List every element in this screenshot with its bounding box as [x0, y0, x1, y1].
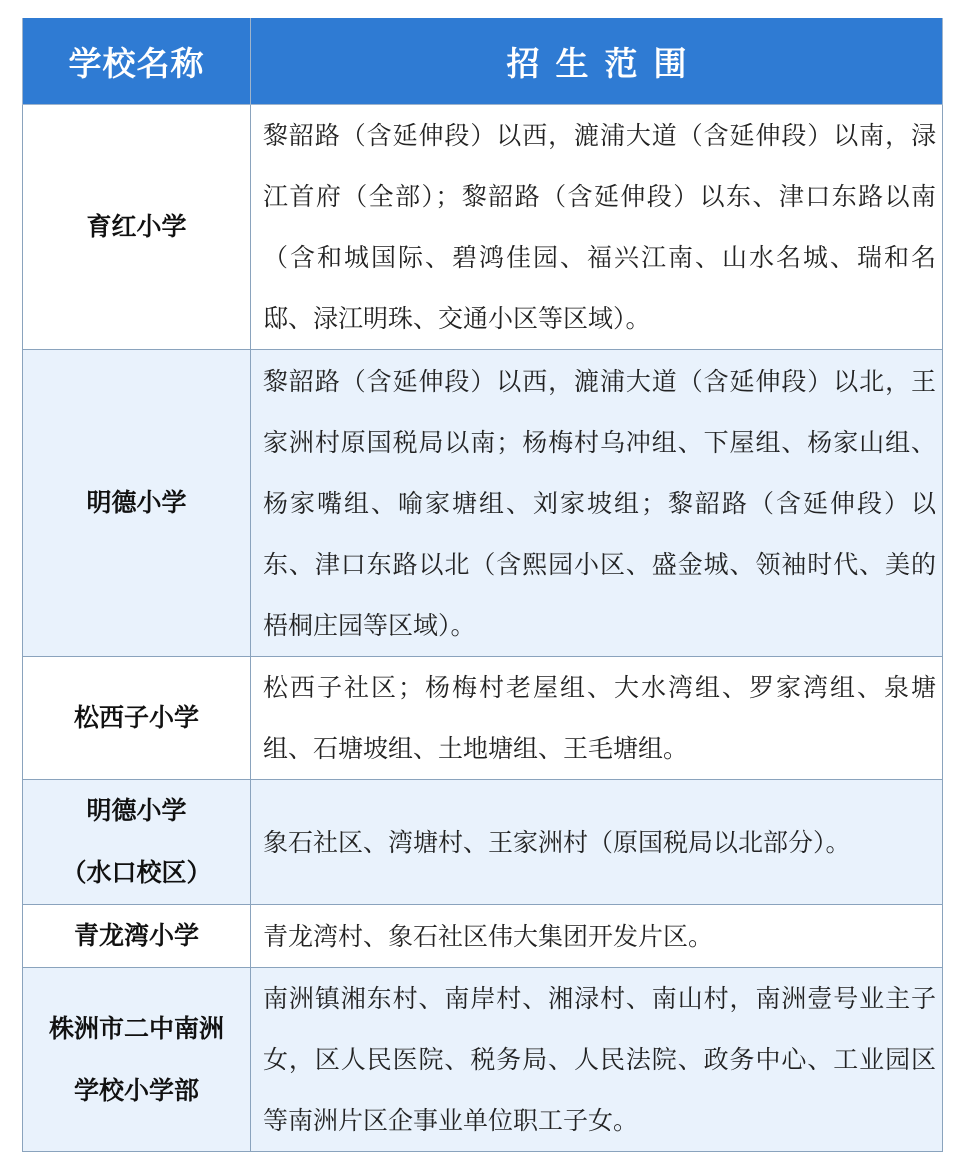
range-cell: 青龙湾村、象石社区伟大集团开发片区。 [251, 905, 943, 968]
school-name-cell [23, 780, 251, 905]
school-name-cell [23, 657, 251, 780]
range-cell: 松西子社区；杨梅村老屋组、大水湾组、罗家湾组、泉塘组、石塘坡组、土地塘组、王毛塘组。 [251, 657, 943, 780]
school-name-line2: 学校小学部 [73, 1075, 199, 1105]
range-cell: 象石社区、湾塘村、王家洲村（原国税局以北部分）。 [251, 780, 943, 905]
school-name-cell [23, 968, 251, 1152]
school-name: 株洲市二中南洲 [48, 1013, 224, 1043]
school-name-cell [23, 905, 251, 968]
table-row [23, 657, 943, 780]
school-name: 明德小学 [86, 796, 187, 825]
school-campus: （水口校区） [61, 858, 212, 887]
school-name-cell [23, 350, 251, 657]
school-name: 松西子小学 [73, 703, 199, 732]
table-row [23, 905, 943, 968]
range-cell: 黎韶路（含延伸段）以西，漉浦大道（含延伸段）以南，渌江首府（全部）；黎韶路（含延伸段）以东、津口东路以南（含和城国际、碧鸿佳园、福兴江南、山水名城、瑞和名邸、渌江明珠、交通小区等区域）。 [251, 105, 943, 350]
school-name: 明德小学 [86, 488, 187, 517]
table-row [23, 968, 943, 1152]
header-enrollment-range: 招生范围 [251, 18, 943, 105]
enrollment-table [22, 18, 943, 1152]
table-row [23, 105, 943, 350]
table-row [23, 350, 943, 657]
range-cell: 黎韶路（含延伸段）以西，漉浦大道（含延伸段）以北，王家洲村原国税局以南；杨梅村乌冲组、下屋组、杨家山组、杨家嘴组、喻家塘组、刘家坡组；黎韶路（含延伸段）以东、津口东路以北（含熙园小区、盛金城、领袖时代、美的梧桐庄园等区域）。 [251, 350, 943, 657]
range-cell: 南洲镇湘东村、南岸村、湘渌村、南山村，南洲壹号业主子女，区人民医院、税务局、人民法院、政务中心、工业园区等南洲片区企事业单位职工子女。 [251, 968, 943, 1152]
enrollment-table-container [22, 18, 942, 1152]
table-header-row [23, 18, 943, 105]
school-name-cell [23, 105, 251, 350]
school-name: 育红小学 [86, 212, 187, 241]
header-school-name: 学校名称 [23, 18, 251, 105]
table-row [23, 780, 943, 905]
school-name: 青龙湾小学 [73, 921, 199, 950]
